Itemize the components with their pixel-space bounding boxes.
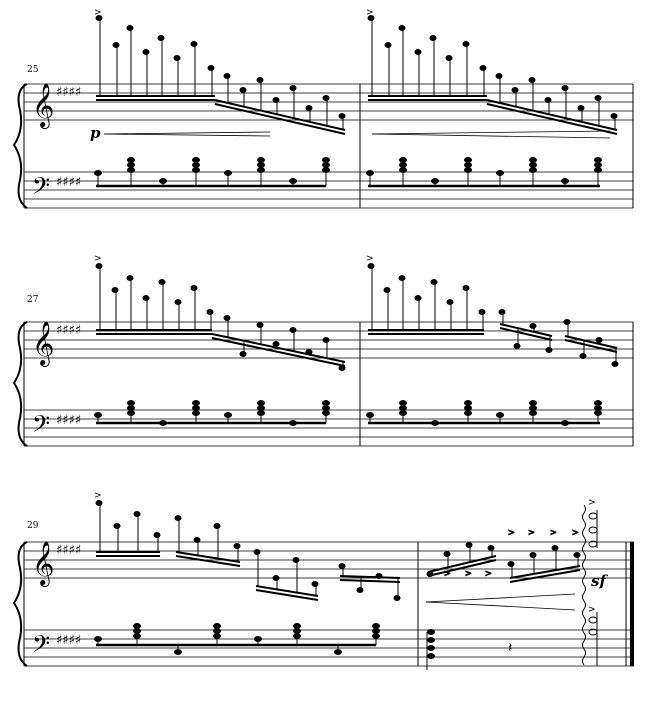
dynamic-marking: p xyxy=(90,124,101,142)
final-barline xyxy=(630,542,634,666)
system-2 xyxy=(14,254,633,446)
accent-mark: > xyxy=(94,8,102,18)
bass-accompaniment xyxy=(427,630,512,671)
svg-text:>: > xyxy=(444,569,451,578)
accent-mark: > xyxy=(366,254,374,264)
key-signature: ♯♯♯♯ xyxy=(56,175,82,190)
accent-mark: > xyxy=(94,254,102,264)
svg-text:>: > xyxy=(550,528,557,537)
bass-staff xyxy=(24,172,633,208)
treble-run xyxy=(96,264,345,371)
treble-run xyxy=(96,501,400,601)
svg-text:>: > xyxy=(588,605,596,615)
bass-accompaniment xyxy=(95,401,602,426)
measure-number: 25 xyxy=(27,65,39,75)
svg-text:>: > xyxy=(528,528,535,537)
crescendo-hairpin xyxy=(426,594,575,610)
treble-run xyxy=(368,16,617,135)
dynamic-marking: sf xyxy=(591,572,606,590)
bass-clef-icon: 𝄢 xyxy=(32,172,51,205)
grand-staff-brace xyxy=(14,84,27,208)
measure-number: 27 xyxy=(27,295,39,305)
bass-clef-icon: 𝄢 xyxy=(32,630,51,663)
svg-text:>: > xyxy=(572,528,579,537)
measure-number: 29 xyxy=(27,521,39,531)
key-signature: ♯♯♯♯ xyxy=(56,323,82,338)
treble-staff xyxy=(24,84,633,120)
treble-clef-icon: 𝄞 xyxy=(32,321,55,365)
system-1 xyxy=(14,8,633,208)
svg-text:>: > xyxy=(588,498,596,508)
crescendo-hairpin xyxy=(104,131,610,138)
treble-run xyxy=(427,528,580,582)
treble-run xyxy=(368,264,618,367)
svg-text:>: > xyxy=(485,569,492,578)
grand-staff-brace xyxy=(14,542,27,666)
treble-clef-icon: 𝄞 xyxy=(32,83,55,127)
treble-run xyxy=(96,16,345,135)
svg-text:>: > xyxy=(465,569,472,578)
key-signature: ♯♯♯♯ xyxy=(56,413,82,428)
key-signature: ♯♯♯♯ xyxy=(56,633,82,648)
key-signature: ♯♯♯♯ xyxy=(56,543,82,558)
accent-mark: > xyxy=(94,491,102,501)
key-signature: ♯♯♯♯ xyxy=(56,85,82,100)
bass-staff xyxy=(24,630,634,666)
accent-mark: > xyxy=(366,8,374,18)
system-3 xyxy=(14,491,634,670)
treble-clef-icon: 𝄞 xyxy=(32,541,55,585)
rest-icon: 𝄽 xyxy=(508,640,513,656)
grand-staff-brace xyxy=(14,322,27,446)
svg-text:>: > xyxy=(508,528,515,537)
bass-clef-icon: 𝄢 xyxy=(32,410,51,443)
